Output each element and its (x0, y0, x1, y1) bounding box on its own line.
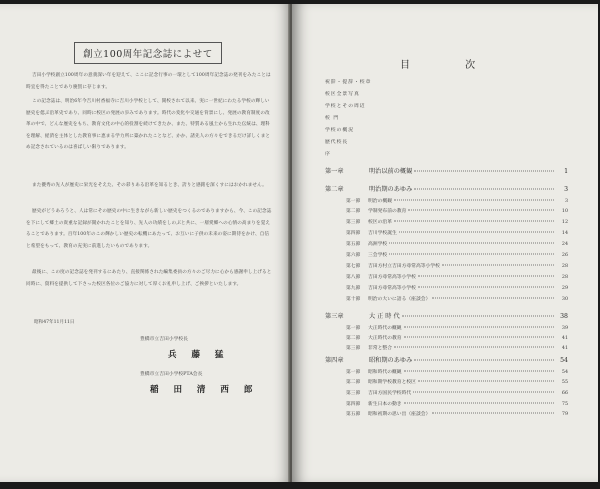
toc-entry-number: 第四章 (325, 357, 344, 364)
signatory-org: 豊橋市立吉田小学校PTA会長 (140, 372, 203, 377)
toc-entry-page: 41 (561, 336, 568, 341)
toc-chapter-row (325, 355, 568, 364)
toc-entry-page: 30 (561, 297, 568, 302)
preface-title: 創立100周年記念誌によせて (74, 42, 222, 64)
toc-entry-title: 吉田方尋常高等小学校 (368, 275, 416, 280)
toc-entry-title: 大正時代の教育 (368, 336, 402, 341)
toc-entry-page: 66 (561, 391, 568, 396)
toc-section-row (346, 284, 568, 291)
toc-section-row (346, 240, 568, 247)
toc-front-item: 祝辞・提辞・校章 (325, 80, 372, 85)
toc-entry-page: 12 (561, 220, 568, 225)
toc-entry-number: 第二節 (346, 380, 361, 385)
toc-entry-page: 55 (561, 380, 568, 385)
toc-entry-page: 26 (561, 253, 568, 258)
toc-leader-dots (394, 221, 554, 222)
toc-section-row (346, 410, 568, 417)
toc-entry-number: 第一節 (346, 199, 361, 204)
preface-paragraph: 最後に、この度の記念誌を発刊するにあたり、直接関係された編集委員の方々のご尽力に心から感謝申し上げると同時に、資料を提供して下さった校区各位のご協力に対して厚くお礼申し上げ、ご挨拶といたします。 (26, 270, 272, 287)
toc-entry-page: 75 (561, 402, 568, 407)
toc-entry-page: 10 (561, 209, 568, 214)
toc-entry-number: 第二節 (346, 336, 361, 341)
toc-entry-page: 28 (561, 275, 568, 280)
toc-section-row (346, 262, 568, 269)
toc-section-row (346, 295, 568, 302)
toc-entry-title: 吉田方尋常高等小学校 (368, 286, 416, 291)
toc-front-item: 学校とその周辺 (325, 104, 366, 109)
toc-entry-title: 昭和初期の思い出（座談会） (368, 412, 431, 417)
toc-entry-title: 吉田方村立吉田方尋常高等小学校 (368, 264, 440, 269)
toc-leader-dots (442, 265, 554, 266)
toc-entry-number: 第三章 (325, 313, 344, 320)
toc-entry-number: 第十節 (346, 297, 361, 302)
toc-leader-dots (414, 189, 554, 190)
toc-section-row (346, 273, 568, 280)
toc-entry-number: 第五節 (346, 412, 361, 417)
toc-section-row (346, 344, 568, 351)
signatory-name: 稲 田 清 西 郎 (150, 385, 259, 395)
toc-leader-dots (418, 287, 554, 288)
toc-entry-number: 第四節 (346, 402, 361, 407)
preface-paragraph: 吉田小学校創立100周年の意義深い年を迎えて、ここに記念行事の一環として100周年記念誌の発刊をみたことは時宜を得たことであり慶賀に存じます。 (26, 73, 271, 90)
toc-leader-dots (418, 276, 554, 277)
toc-chapter-row (325, 184, 568, 193)
toc-entry-title: 高洲学校 (368, 242, 388, 247)
toc-leader-dots (432, 298, 554, 299)
toc-entry-page: 29 (561, 286, 568, 291)
toc-entry-page: 28 (561, 264, 568, 269)
toc-entry-number: 第八節 (346, 275, 361, 280)
toc-leader-dots (394, 347, 554, 348)
toc-entry-page: 54 (560, 357, 568, 364)
toc-entry-title: 大正時代の概観 (368, 326, 402, 331)
toc-section-row (346, 207, 568, 214)
toc-entry-number: 第三節 (346, 391, 361, 396)
toc-entry-title: 明治以前の概観 (369, 168, 413, 175)
toc-entry-number: 第四節 (346, 231, 361, 236)
toc-entry-page: 79 (561, 412, 568, 417)
toc-entry-page: 1 (564, 168, 568, 175)
toc-entry-number: 第三節 (346, 346, 361, 351)
toc-section-row (346, 229, 568, 236)
toc-leader-dots (404, 403, 554, 404)
toc-section-row (346, 378, 568, 385)
toc-entry-number: 第二章 (325, 186, 344, 193)
toc-leader-dots (408, 210, 554, 211)
toc-section-row (346, 218, 568, 225)
toc-leader-dots (389, 243, 554, 244)
toc-section-row (346, 400, 568, 407)
toc-leader-dots (399, 232, 554, 233)
toc-leader-dots (389, 254, 554, 255)
toc-entry-title: 校区の沿革 (368, 220, 392, 225)
toc-entry-number: 第九節 (346, 286, 361, 291)
toc-entry-number: 第三節 (346, 220, 361, 225)
toc-entry-page: 14 (561, 231, 568, 236)
toc-entry-title: 吉川学校誕生 (368, 231, 397, 236)
signatory-org: 豊橋市立吉田小学校長 (140, 337, 188, 342)
toc-front-item: 序 (325, 152, 331, 157)
toc-entry-number: 第七節 (346, 264, 361, 269)
toc-entry-number: 第二節 (346, 209, 361, 214)
toc-entry-title: 三会学校 (368, 253, 388, 258)
toc-entry-number: 第一章 (325, 168, 344, 175)
toc-leader-dots (414, 360, 554, 361)
preface-paragraph: また優秀の先人が歴史に栄光をそえた、その彩りある沿革を知るとき、誇りと感銘を深くすにはおかれません。 (32, 183, 267, 188)
toc-entry-page: 38 (560, 313, 568, 320)
toc-entry-page: 39 (561, 326, 568, 331)
toc-leader-dots (394, 200, 554, 201)
toc-leader-dots (432, 413, 554, 414)
toc-section-row (346, 368, 568, 375)
toc-entry-page: 41 (561, 346, 568, 351)
toc-leader-dots (418, 381, 554, 382)
signatory-name: 兵 藤 猛 (168, 350, 230, 360)
toc-entry-page: 24 (561, 242, 568, 247)
toc-entry-number: 第一節 (346, 326, 361, 331)
toc-front-item: 学校の概況 (325, 128, 354, 133)
toc-title: 目 次 (400, 60, 502, 71)
toc-front-item: 校 門 (325, 116, 340, 121)
toc-entry-number: 第六節 (346, 253, 361, 258)
toc-entry-title: 昭和時代の概観 (368, 370, 402, 375)
toc-front-item: 校区全景写真 (325, 92, 360, 97)
toc-entry-number: 第一節 (346, 370, 361, 375)
toc-entry-title: 吉田方国民学校時代 (368, 391, 412, 396)
toc-section-row (346, 251, 568, 258)
toc-entry-title: 非常と整合 (368, 346, 392, 351)
toc-leader-dots (404, 327, 554, 328)
toc-leader-dots (414, 171, 554, 172)
preface-date: 昭和47年11月11日 (34, 320, 75, 325)
preface-paragraph: 歴史がどうあろうと、人は常にその歴史の中に生きながら新しい歴史をつくるのでありますから、今、この記念誌を下にして郷土の貴重な記録が開かれたことを知り、先人の功績をしのぶと共に、一層愛郷への心情の高まりを覚えることであります。百年100年のこの輝かしい歴史の転機にあたって、お互いに子供の未来の姿に期待をかけ、自信と希望をもって、教育の充実に前進したいものであります。 (26, 209, 272, 249)
toc-section-row (346, 324, 568, 331)
toc-chapter-row (325, 166, 568, 175)
toc-entry-title: 明治の概観 (368, 199, 392, 204)
toc-entry-title: 学制発布前の教育 (368, 209, 407, 214)
toc-leader-dots (413, 392, 554, 393)
toc-section-row (346, 334, 568, 341)
toc-entry-title: 新生日本の動き (368, 402, 402, 407)
toc-entry-page: 3 (564, 186, 568, 193)
toc-entry-title: 明治の大いに語る（座談会） (368, 297, 431, 302)
preface-paragraph: この記念誌は、明治6年今吉川村香福寺に吉川小学校として、開校されて以来、実に一世紀にわたる学校の輝しい歴史を偲ぶ沿革史であり、同時に校区の発展の歩みであります。時代の変化や交通を背景にし、発展の教育制度の改革の中で、どんな歴史をもち、教育文化の中心的役割を続けてきたか、また、特質ある風土から生れた伝統は、理科を理解、経済を主体とした教育事に恵まる学力所に築かれたことなど、かか、諸先人の方々をできるだけ詳しくまとめ記念されているのは喜ばしい限りであります。 (26, 99, 271, 150)
toc-leader-dots (402, 316, 554, 317)
toc-entry-page: 3 (564, 199, 568, 204)
toc-entry-title: 昭和期のあゆみ (369, 357, 413, 364)
toc-leader-dots (404, 371, 554, 372)
toc-section-row (346, 197, 568, 204)
toc-entry-page: 54 (561, 370, 568, 375)
toc-section-row (346, 389, 568, 396)
toc-front-item: 歴代校長 (325, 140, 349, 145)
toc-chapter-row (325, 311, 568, 320)
toc-leader-dots (404, 337, 554, 338)
toc-entry-title: 昭和期学校教育と校区 (368, 380, 416, 385)
toc-entry-number: 第五節 (346, 242, 361, 247)
toc-entry-title: 明治期のあゆみ (369, 186, 413, 193)
toc-entry-title: 大 正 時 代 (369, 313, 400, 320)
